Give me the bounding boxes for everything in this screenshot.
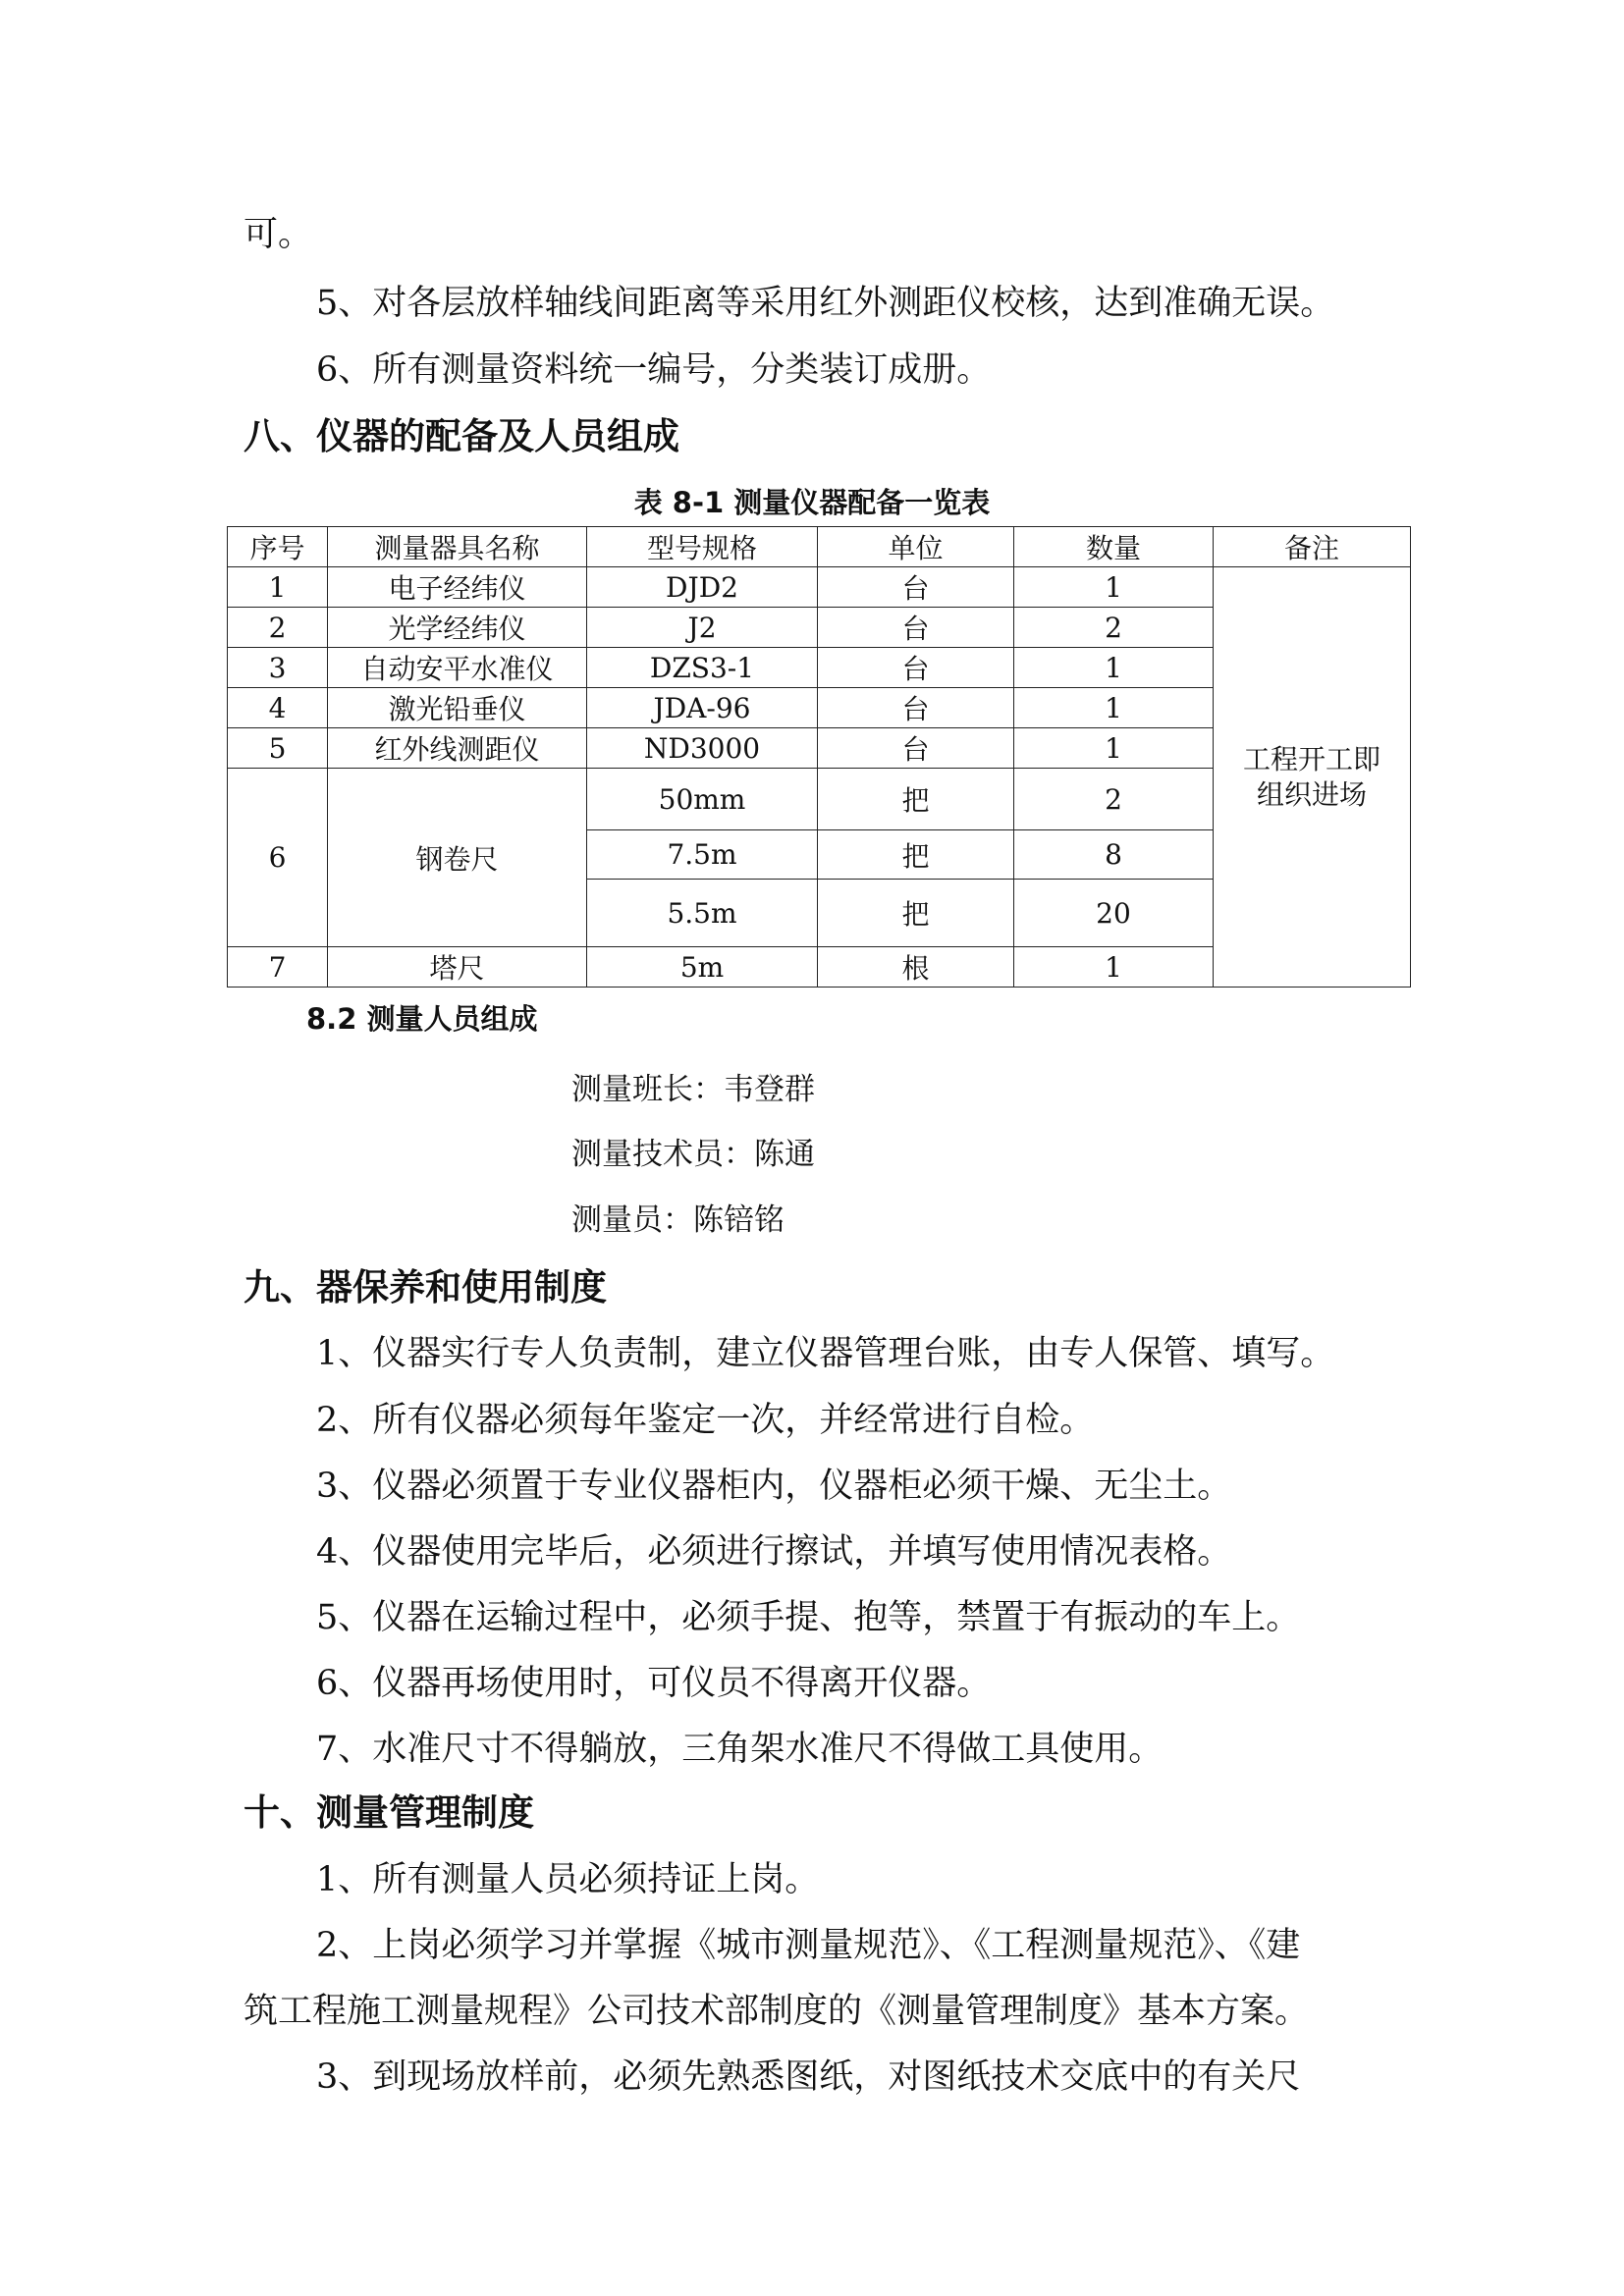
list-item: 4、仪器使用完毕后，必须进行擦试，并填写使用情况表格。 [316, 1532, 1232, 1572]
cell-no: 4 [228, 688, 328, 728]
cell-unit: 台 [818, 688, 1014, 728]
cell-unit: 根 [818, 947, 1014, 988]
cell-name: 红外线测距仪 [328, 728, 587, 769]
remark-text: 工程开工即组织进场 [1242, 742, 1380, 811]
cell-name: 激光铅垂仪 [328, 688, 587, 728]
paragraph-line: 可。 [244, 215, 313, 254]
paragraph-line: 2、上岗必须学习并掌握《城市测量规范》、《工程测量规范》、《建 [316, 1926, 1301, 1965]
cell-qty: 1 [1014, 947, 1214, 988]
header-cell: 单位 [818, 527, 1014, 567]
cell-unit: 台 [818, 608, 1014, 648]
section-heading: 十、测量管理制度 [244, 1791, 534, 1834]
header-cell: 型号规格 [587, 527, 818, 567]
cell-name: 塔尺 [328, 947, 587, 988]
cell-model: 7.5m [587, 830, 818, 880]
list-item: 3、仪器必须置于专业仪器柜内，仪器柜必须干燥、无尘土。 [316, 1467, 1232, 1506]
header-cell: 序号 [228, 527, 328, 567]
cell-name: 自动安平水准仪 [328, 648, 587, 688]
cell-remark [1214, 567, 1411, 988]
header-cell: 备注 [1214, 527, 1411, 567]
table-header-row [228, 527, 1411, 567]
paragraph-line: 3、到现场放样前，必须先熟悉图纸，对图纸技术交底中的有关尺 [316, 2057, 1301, 2097]
cell-model: DZS3-1 [587, 648, 818, 688]
cell-qty: 1 [1014, 728, 1214, 769]
table-row [228, 567, 1411, 608]
paragraph-line: 1、所有测量人员必须持证上岗。 [316, 1860, 820, 1899]
cell-unit: 台 [818, 728, 1014, 769]
subsection-heading: 8.2 测量人员组成 [306, 1002, 538, 1036]
cell-model: JDA-96 [587, 688, 818, 728]
cell-unit: 把 [818, 769, 1014, 830]
cell-unit: 台 [818, 648, 1014, 688]
list-item: 6、仪器再场使用时，可仪员不得离开仪器。 [316, 1664, 992, 1703]
paragraph-line: 筑工程施工测量规程》公司技术部制度的《测量管理制度》基本方案。 [244, 1992, 1310, 2031]
cell-no: 5 [228, 728, 328, 769]
cell-no: 2 [228, 608, 328, 648]
cell-qty: 8 [1014, 830, 1214, 880]
header-cell: 数量 [1014, 527, 1214, 567]
cell-name: 电子经纬仪 [328, 567, 587, 608]
cell-qty: 1 [1014, 648, 1214, 688]
list-item: 7、水准尺寸不得躺放，三角架水准尺不得做工具使用。 [316, 1730, 1164, 1769]
cell-name: 光学经纬仪 [328, 608, 587, 648]
cell-unit: 把 [818, 880, 1014, 947]
list-item: 2、所有仪器必须每年鉴定一次，并经常进行自检。 [316, 1401, 1095, 1440]
instrument-table [227, 526, 1411, 988]
cell-qty: 2 [1014, 769, 1214, 830]
cell-name: 钢卷尺 [328, 769, 587, 947]
cell-no: 3 [228, 648, 328, 688]
cell-no: 6 [228, 769, 328, 947]
header-cell: 测量器具名称 [328, 527, 587, 567]
cell-model: DJD2 [587, 567, 818, 608]
cell-qty: 1 [1014, 567, 1214, 608]
cell-model: 5m [587, 947, 818, 988]
section-heading: 九、器保养和使用制度 [244, 1266, 607, 1308]
staff-line: 测量班长：韦登群 [571, 1072, 815, 1107]
cell-qty: 2 [1014, 608, 1214, 648]
cell-model: 5.5m [587, 880, 818, 947]
paragraph-line: 6、所有测量资料统一编号，分类装订成册。 [316, 350, 992, 390]
cell-no: 7 [228, 947, 328, 988]
section-heading: 八、仪器的配备及人员组成 [244, 415, 679, 457]
list-item: 1、仪器实行专人负责制，建立仪器管理台账，由专人保管、填写。 [316, 1334, 1335, 1373]
list-item: 5、仪器在运输过程中，必须手提、抱等，禁置于有振动的车上。 [316, 1598, 1301, 1637]
cell-model: J2 [587, 608, 818, 648]
staff-line: 测量员：陈锫铭 [571, 1202, 785, 1238]
cell-model: ND3000 [587, 728, 818, 769]
cell-unit: 台 [818, 567, 1014, 608]
cell-no: 1 [228, 567, 328, 608]
cell-qty: 20 [1014, 880, 1214, 947]
staff-line: 测量技术员：陈通 [571, 1137, 815, 1172]
cell-unit: 把 [818, 830, 1014, 880]
paragraph-line: 5、对各层放样轴线间距离等采用红外测距仪校核，达到准确无误。 [316, 284, 1335, 323]
cell-qty: 1 [1014, 688, 1214, 728]
cell-model: 50mm [587, 769, 818, 830]
table-caption: 表 8-1 测量仪器配备一览表 [633, 486, 991, 519]
